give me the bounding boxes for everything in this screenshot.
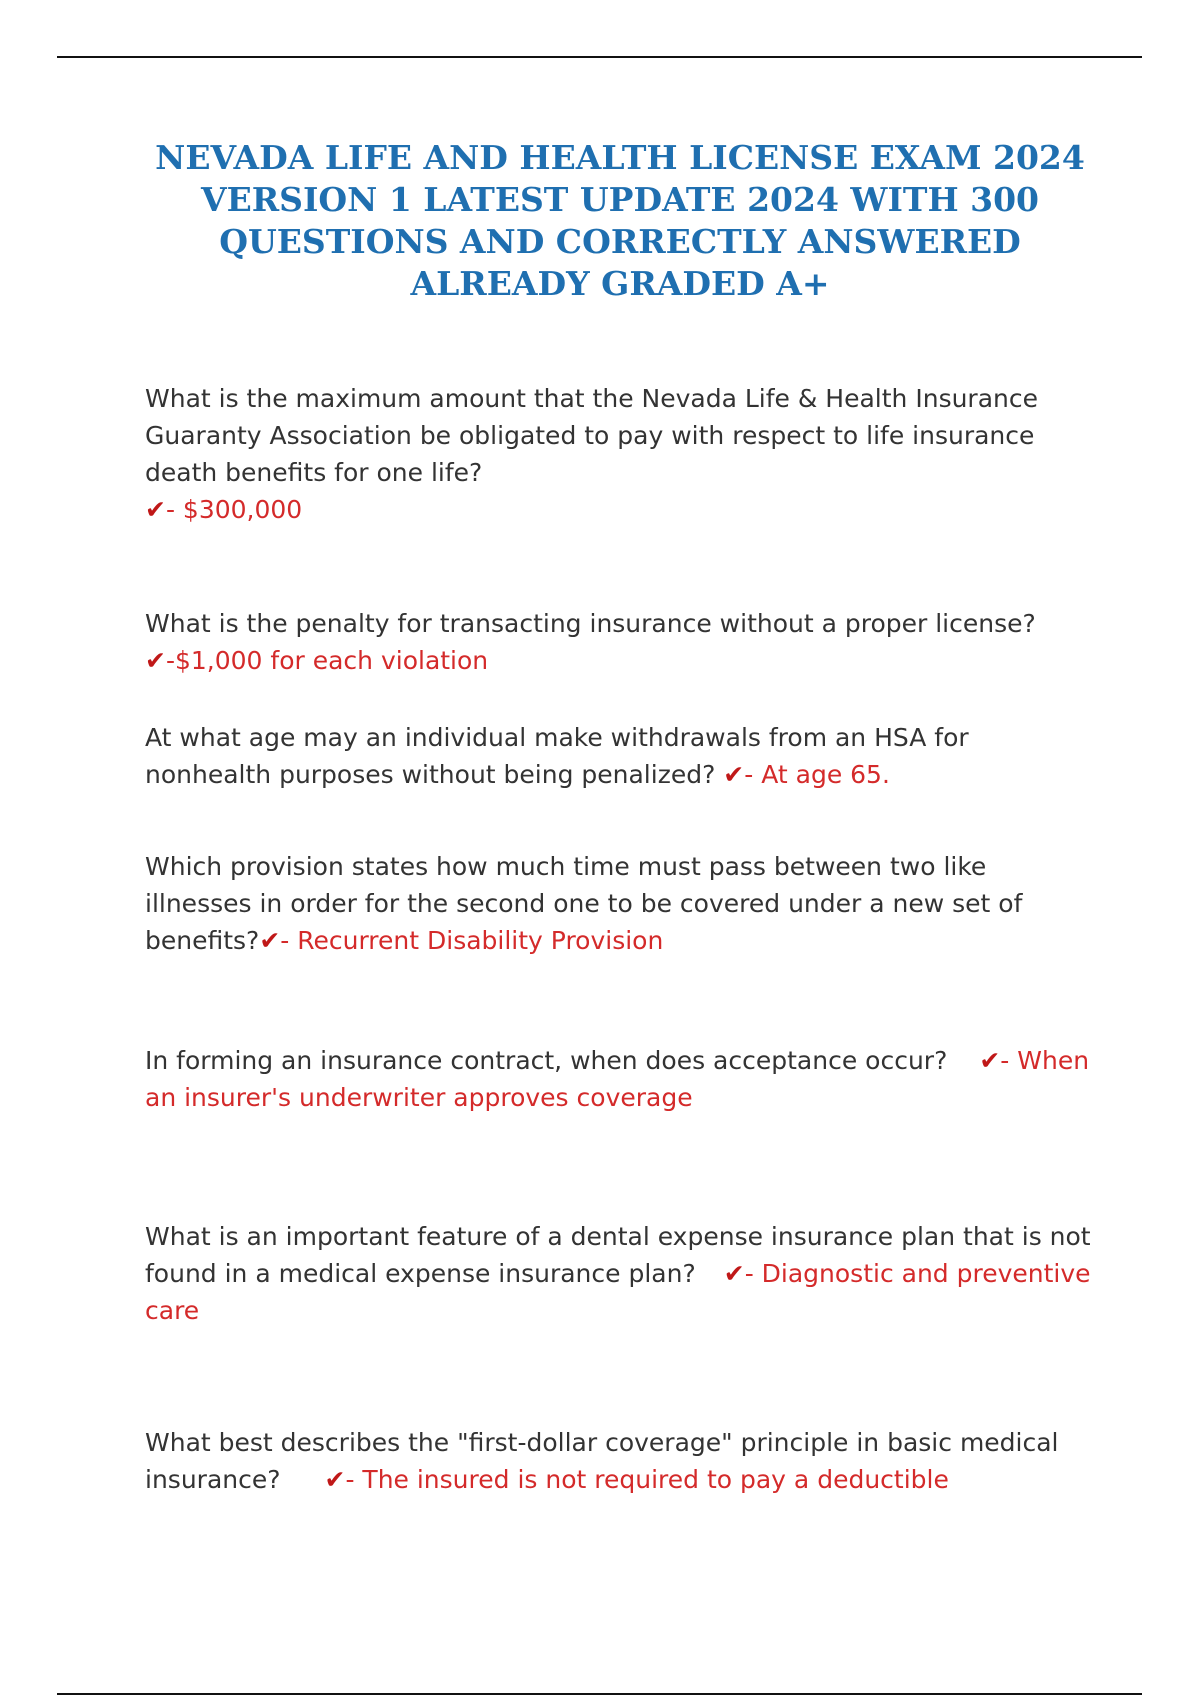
check-icon: ✔: [723, 1259, 745, 1288]
qa-item-7: [145, 1424, 1095, 1498]
top-rule: [57, 56, 1142, 58]
qa-item-3: [145, 719, 1095, 793]
answer-text: - $300,000: [165, 495, 303, 524]
qa-item-5: [145, 1042, 1095, 1116]
answer-text: - Recurrent Disability Provision: [280, 926, 664, 955]
document-title: NEVADA LIFE AND HEALTH LICENSE EXAM 2024 VERSION 1 LATEST UPDATE 2024 WITH 300 QUESTIONS AND CORRECTLY ANSWERED ALREADY GRADED A+: [155, 138, 1085, 303]
question-text: What is the maximum amount that the Nevada Life & Health Insurance Guaranty Association be obligated to pay with respect to life insurance death benefits for one life?: [145, 384, 1039, 487]
check-icon: ✔: [145, 646, 166, 675]
check-icon: ✔: [259, 926, 281, 955]
question-text: What is the penalty for transacting insurance without a proper license?: [145, 609, 1036, 638]
check-icon: ✔: [324, 1465, 346, 1494]
answer-text: - At age 65.: [744, 760, 890, 789]
qa-item-4: [145, 848, 1095, 959]
question-text: At what age may an individual make withdrawals from an HSA for nonhealth purposes without being penalized?: [145, 723, 969, 789]
check-icon: ✔: [723, 760, 745, 789]
question-text: In forming an insurance contract, when does acceptance occur?: [145, 1046, 948, 1075]
answer-text: -$1,000 for each violation: [165, 646, 489, 675]
answer-text: - When an insurer's underwriter approves coverage: [145, 1046, 1090, 1112]
question-text: What is an important feature of a dental expense insurance plan that is not found in a medical expense insurance plan?: [145, 1222, 1091, 1288]
qa-item-2: [145, 605, 1095, 679]
question-text: What best describes the "first-dollar coverage" principle in basic medical insurance?: [145, 1428, 1059, 1494]
answer-text: - The insured is not required to pay a deductible: [345, 1465, 949, 1494]
question-text: Which provision states how much time must pass between two like illnesses in order for the second one to be covered under a new set of benefits?: [145, 852, 1023, 955]
qa-item-6: [145, 1218, 1095, 1329]
bottom-rule: [57, 1693, 1142, 1695]
answer-text: - Diagnostic and preventive care: [145, 1259, 1091, 1325]
check-icon: ✔: [145, 495, 166, 524]
qa-item-1: [145, 380, 1095, 528]
check-icon: ✔: [979, 1046, 1001, 1075]
